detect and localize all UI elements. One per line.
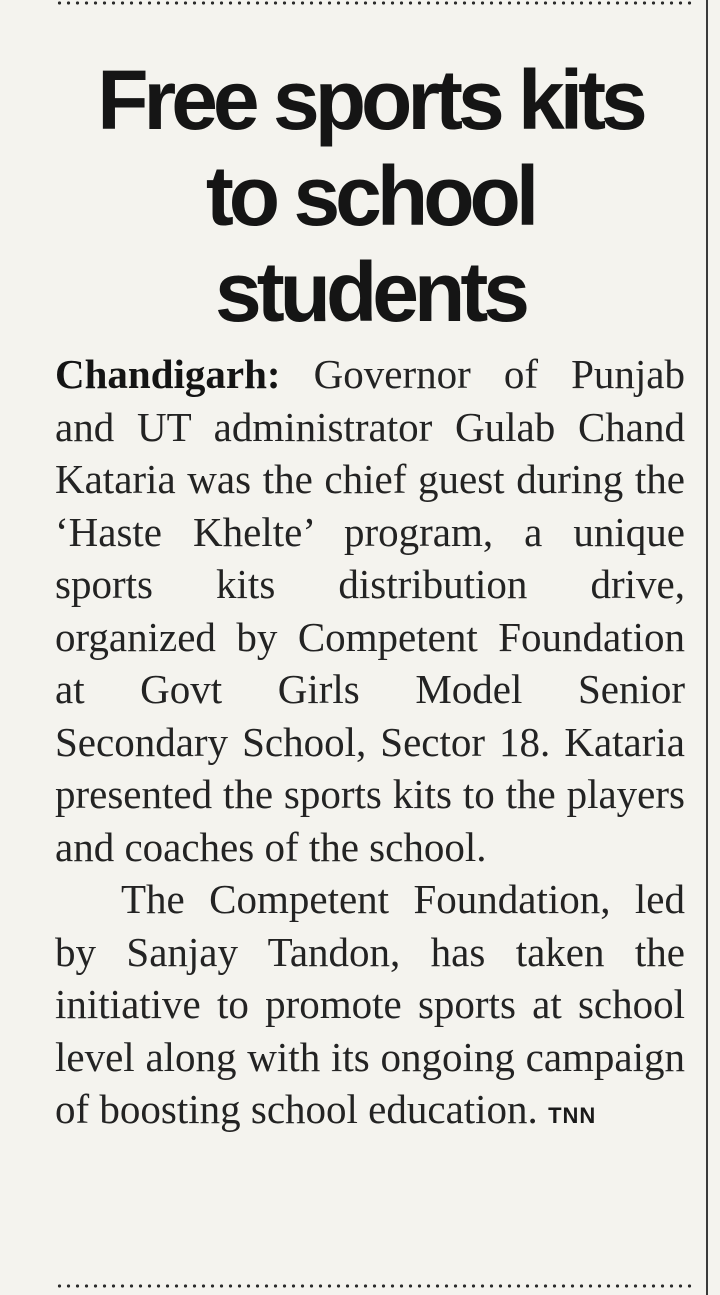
paragraph-1-text: Governor of Punjab and UT administrator Gulab Chand Kataria was the chief guest during the ‘Haste Khelte’ program, a unique sports kits distribution drive, organized by Competent Foundation at Govt Girls Model Senior Secondary School, Sector 18. Kataria presented the sports kits to the players and coaches of the school. <box>55 351 685 870</box>
paragraph-2-text: The Competent Foundation, led by Sanjay Tandon, has taken the initiative to promote sports at school level along with its ongoing campaign of boosting school education. <box>55 876 685 1132</box>
column-rule <box>706 0 708 1295</box>
top-dotted-divider <box>55 0 695 6</box>
article-body <box>55 348 685 1143</box>
agency-credit: TNN <box>548 1103 597 1128</box>
news-article <box>55 52 685 1143</box>
bottom-dotted-divider <box>55 1283 695 1289</box>
paragraph-2 <box>55 873 685 1143</box>
dateline: Chandigarh: <box>55 351 281 397</box>
headline: Free sports kits to school students <box>97 53 643 339</box>
paragraph-1 <box>55 348 685 873</box>
